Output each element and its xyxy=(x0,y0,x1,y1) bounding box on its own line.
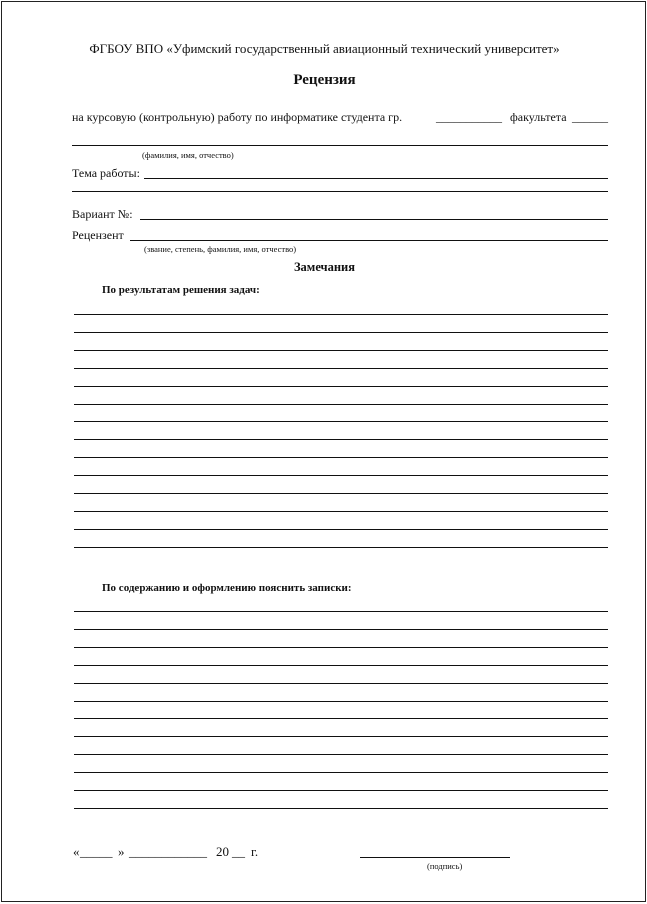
review-form-page xyxy=(1,1,646,902)
date-year-suffix: г. xyxy=(251,844,259,859)
date-close-quote: » xyxy=(118,844,125,859)
date-day-field[interactable]: _____ xyxy=(80,844,113,859)
writing-line[interactable] xyxy=(74,701,608,702)
student-name-hint: (фамилия, имя, отчество) xyxy=(142,150,234,160)
signature-hint: (подпись) xyxy=(427,861,463,871)
writing-line[interactable] xyxy=(74,529,608,530)
writing-line[interactable] xyxy=(74,736,608,737)
writing-line[interactable] xyxy=(74,547,608,548)
writing-line[interactable] xyxy=(74,772,608,773)
date-year-prefix: 20 xyxy=(216,844,229,859)
writing-line[interactable] xyxy=(74,511,608,512)
topic-field[interactable] xyxy=(144,178,608,179)
variant-field[interactable] xyxy=(140,219,608,220)
writing-line[interactable] xyxy=(74,457,608,458)
writing-line[interactable] xyxy=(74,718,608,719)
writing-line[interactable] xyxy=(74,421,608,422)
writing-line[interactable] xyxy=(74,475,608,476)
writing-line[interactable] xyxy=(74,386,608,387)
writing-line[interactable] xyxy=(74,629,608,630)
remarks-title: Замечания xyxy=(293,260,356,274)
topic-field-line-2[interactable] xyxy=(72,191,608,192)
group-field[interactable]: ___________ xyxy=(436,110,502,124)
writing-line[interactable] xyxy=(74,404,608,405)
writing-line[interactable] xyxy=(74,439,608,440)
signature-field[interactable] xyxy=(360,857,510,858)
writing-line[interactable] xyxy=(74,665,608,666)
university-name: ФГБОУ ВПО «Уфимский государственный авиационный технический университет» xyxy=(89,41,560,56)
variant-label: Вариант №: xyxy=(72,207,133,221)
writing-line[interactable] xyxy=(74,754,608,755)
reviewer-hint: (звание, степень, фамилия, имя, отчество) xyxy=(144,244,297,254)
writing-line[interactable] xyxy=(74,314,608,315)
writing-line[interactable] xyxy=(74,350,608,351)
writing-line[interactable] xyxy=(74,611,608,612)
topic-label: Тема работы: xyxy=(72,166,140,180)
student-name-field[interactable] xyxy=(72,145,608,146)
intro-text: на курсовую (контрольную) работу по информатике студента гр. xyxy=(72,110,403,124)
reviewer-field[interactable] xyxy=(130,240,608,241)
writing-line[interactable] xyxy=(74,332,608,333)
date-month-field[interactable]: ____________ xyxy=(129,844,207,859)
date-year-field[interactable]: __ xyxy=(232,844,245,859)
form-title: Рецензия xyxy=(293,72,356,88)
date-open-quote: « xyxy=(73,844,80,859)
reviewer-label: Рецензент xyxy=(72,228,124,242)
faculty-label: факультета xyxy=(510,110,567,124)
writing-line[interactable] xyxy=(74,368,608,369)
section-tasks-heading: По результатам решения задач: xyxy=(102,284,260,296)
writing-line[interactable] xyxy=(74,647,608,648)
section-notes-heading: По содержанию и оформлению пояснить записки: xyxy=(102,582,352,594)
writing-line[interactable] xyxy=(74,683,608,684)
writing-line[interactable] xyxy=(74,790,608,791)
faculty-field[interactable]: ______ xyxy=(572,110,608,124)
writing-line[interactable] xyxy=(74,808,608,809)
writing-line[interactable] xyxy=(74,493,608,494)
